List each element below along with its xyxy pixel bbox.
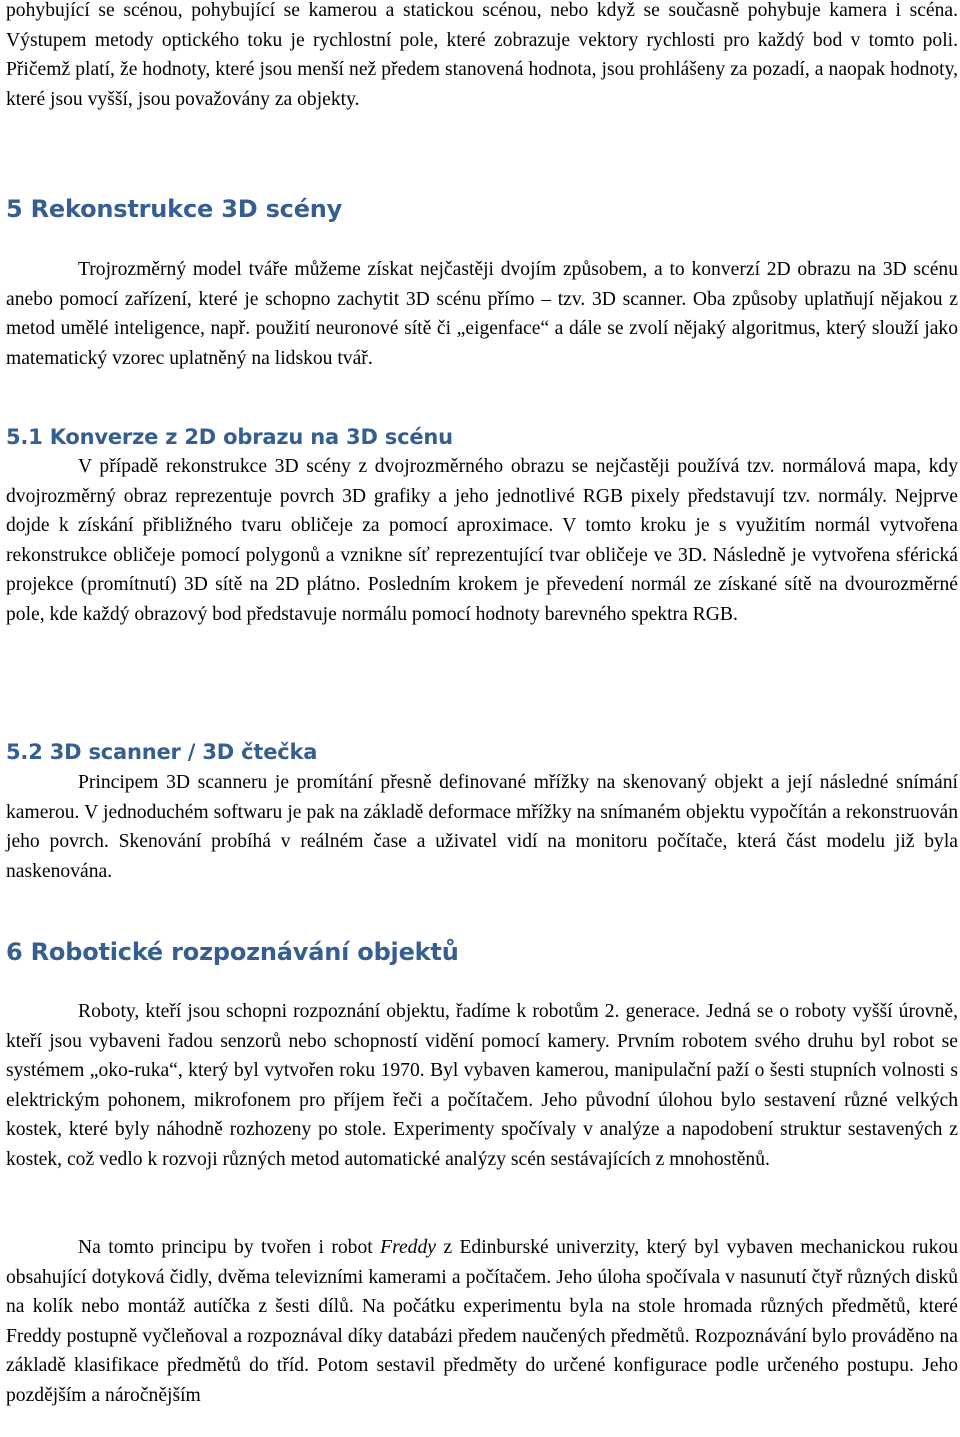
intro-paragraph: pohybující se scénou, pohybující se kamerou a statickou scénou, nebo když se současně pohybuje kamera i scéna. Výstupem metody optického toku je rychlostní pole, které zobrazuje vektory rychlosti pro každý bod v tomto poli. Přičemž platí, že hodnoty, které jsou menší než předem stanovená hodnota, jsou prohlášeny za pozadí, a naopak hodnoty, které jsou vyšší, jsou považovány za objekty. [6,0,958,110]
section-5-heading: 5 Rekonstrukce 3D scény [6,195,343,223]
freddy-robot-name: Freddy [380,1237,436,1258]
paragraph-2-text-end: z Edinburské univerzity, který byl vybaven mechanickou rukou obsahující dotyková čidly, dvěma televizními kamerami a počítačem. Jeho úloha spočívala v nasunutí čtyř různých disků na kolík nebo montáž autíčka z šesti dílů. Na počátku experimentu byla na stole hromada různých předmětů, které Freddy postupně vyčleňoval a rozpoznával díky databázi předem naučených předmětů. Rozpoznávání bylo prováděno na základě klasifikace předmětů do tříd. Potom sestavil předměty do určené konfigurace podle určeného postupu. Jeho pozdějším a náročnějším [6,1237,958,1406]
section-6-paragraph-2 [6,1233,958,1410]
section-5-2-heading: 5.2 3D scanner / 3D čtečka [6,740,318,764]
section-6-heading: 6 Robotické rozpoznávání objektů [6,938,459,966]
section-5-2-paragraph: Principem 3D scanneru je promítání přesně definované mřížky na skenovaný objekt a její následné snímání kamerou. V jednoduchém softwaru je pak na základě deformace mřížky na snímaném objektu vypočítán a rekonstruován jeho povrch. Skenování probíhá v reálném čase a uživatel vidí na monitoru počítače, která část modelu již byla naskenována. [6,772,958,882]
section-5-paragraph: Trojrozměrný model tváře můžeme získat nejčastěji dvojím způsobem, a to konverzí 2D obrazu na 3D scénu anebo pomocí zařízení, které je schopno zachytit 3D scénu přímo – tzv. 3D scanner. Oba způsoby uplatňují nějakou z metod umělé inteligence, např. použití neuronové sítě či „eigenface“ a dále se zvolí nějaký algoritmus, který slouží jako matematický vzorec uplatněný na lidskou tvář. [6,259,958,369]
section-5-1-heading: 5.1 Konverze z 2D obrazu na 3D scénu [6,425,453,449]
section-6-paragraph-1: Roboty, kteří jsou schopni rozpoznání objektu, řadíme k robotům 2. generace. Jedná se o roboty vyšší úrovně, kteří jsou vybaveni řadou senzorů nebo schopností vidění pomocí kamery. Prvním robotem svého druhu byl robot se systémem „oko-ruka“, který byl vytvořen roku 1970. Byl vybaven kamerou, manipulační paží o šesti stupních volnosti s elektrickým pohonem, mikrofonem pro příjem řeči a počítačem. Jeho původní úlohou bylo sestavení různé velkých kostek, které byly náhodně rozhozeny po stole. Experimenty spočívaly v analýze a napodobení struktur sestavených z kostek, což vedlo k rozvoji různých metod automatické analýzy scén sestávajících z mnohostěnů. [6,1001,958,1170]
paragraph-2-text-start: Na tomto principu by tvořen i robot [78,1237,381,1258]
section-5-1-paragraph: V případě rekonstrukce 3D scény z dvojrozměrného obrazu se nejčastěji používá tzv. normálová mapa, kdy dvojrozměrný obraz reprezentuje povrch 3D grafiky a jeho jednotlivé RGB pixely představují tzv. normály. Nejprve dojde k získání přibližného tvaru obličeje za pomocí aproximace. V tomto kroku je s využitím normál vytvořena rekonstrukce obličeje pomocí polygonů a vznikne síť reprezentující tvar obličeje ve 3D. Následně je vytvořena sférická projekce (promítnutí) 3D sítě na 2D plátno. Posledním krokem je převedení normál ze získané sítě na dvourozměrné pole, kde každý obrazový bod představuje normálu pomocí hodnoty barevného spektra RGB. [6,456,958,625]
